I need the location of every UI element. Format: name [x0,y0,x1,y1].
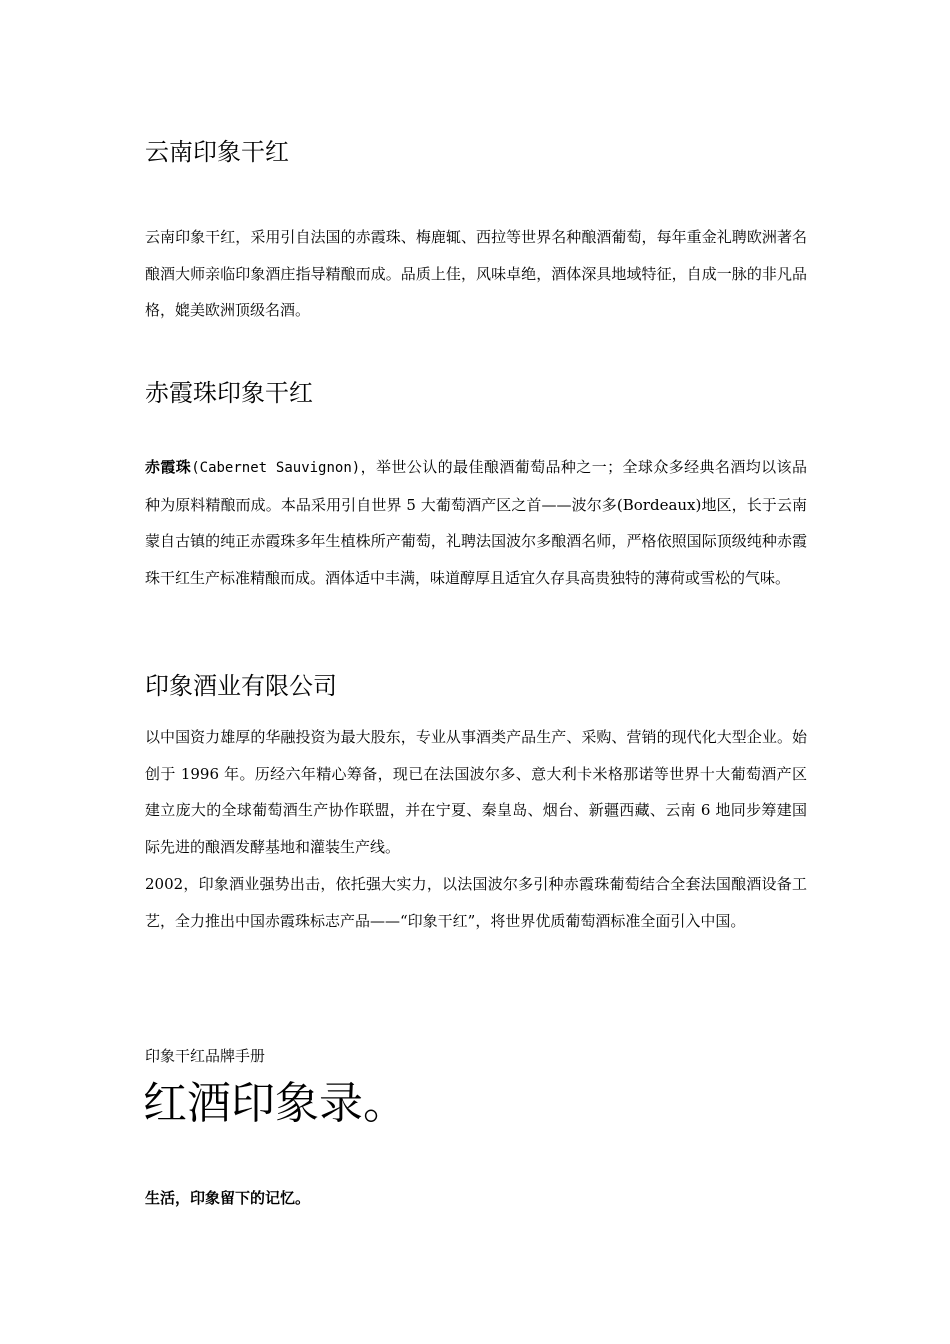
cabernet-lead-name: 赤霞珠 [145,458,192,476]
section-heading-cabernet: 赤霞珠印象干红 [145,379,313,407]
section-heading-yunnan: 云南印象干红 [145,138,289,166]
section-heading-company: 印象酒业有限公司 [145,672,337,700]
brand-manual-label: 印象干红品牌手册 [145,1047,266,1065]
brand-tagline: 生活，印象留下的记忆。 [145,1189,311,1207]
cabernet-lead-comma: ， [360,458,377,476]
section-body-yunnan: 云南印象干红，采用引自法国的赤霞珠、梅鹿辄、西拉等世界名种酿酒葡萄，每年重金礼聘欧洲著名酿酒大师亲临印象酒庄指导精酿而成。品质上佳，风味卓绝，酒体深具地域特征，自成一脉的非凡品格，媲美欧洲顶级名酒。 [145,228,807,319]
section-body-company: 以中国资力雄厚的华融投资为最大股东，专业从事酒类产品生产、采购、营销的现代化大型企业。始创于 1996 年。历经六年精心筹备，现已在法国波尔多、意大利卡米格那诺等世界十大葡萄酒产区建立庞大的全球葡萄酒生产协作联盟，并在宁夏、秦皇岛、烟台、新疆西藏、云南 6 地同步筹建国际先进的酿酒发酵基地和灌装生产线。 [145,728,807,856]
section-body-company-2002: 2002，印象酒业强势出击，依托强大实力，以法国波尔多引种赤霞珠葡萄结合全套法国酿酒设备工艺，全力推出中国赤霞珠标志产品——“印象干红”，将世界优质葡萄酒标准全面引入中国。 [145,875,807,930]
cabernet-lead-latin: (Cabernet Sauvignon) [191,460,361,476]
cabernet-body-text: 举世公认的最佳酿酒葡萄品种之一；全球众多经典名酒均以该品种为原料精酿而成。本品采用引自世界 5 大葡萄酒产区之首——波尔多(Bordeaux)地区，长于云南蒙自古镇的纯正赤霞珠多年生植株所产葡萄，礼聘法国波尔多酿酒名师，严格依照国际顶级纯种赤霞珠干红生产标准精酿而成。酒体适中丰满，味道醇厚且适宜久存具高贵独特的薄荷或雪松的气味。 [145,458,807,587]
brand-title: 红酒印象录。 [143,1078,407,1129]
section-body-cabernet [145,449,807,596]
